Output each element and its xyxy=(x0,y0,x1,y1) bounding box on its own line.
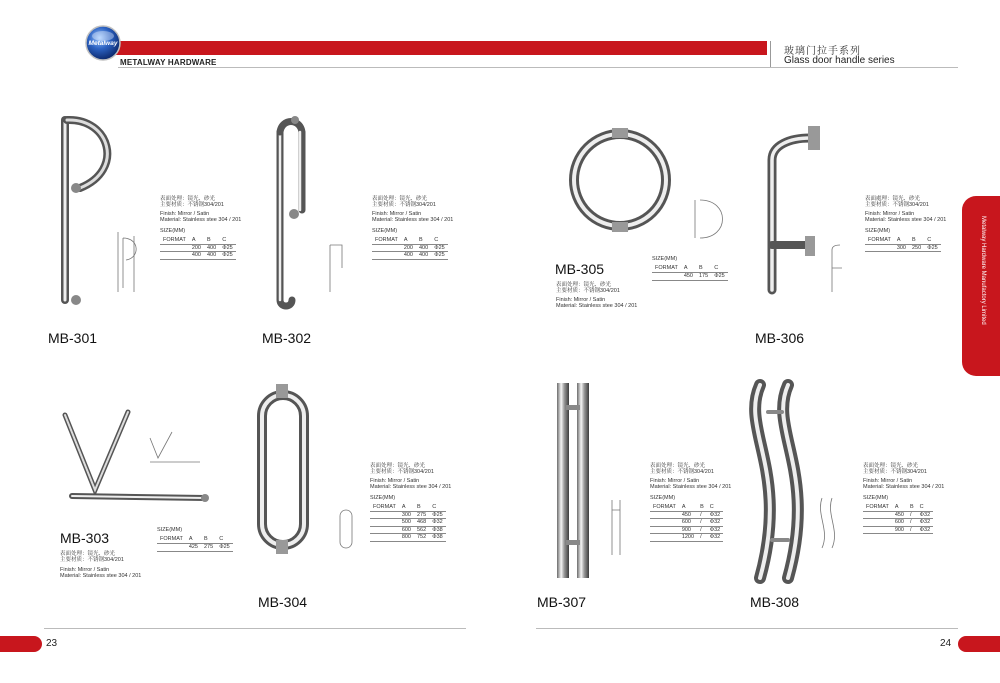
header-title-en: Glass door handle series xyxy=(784,55,895,66)
page-number-left: 23 xyxy=(46,638,58,649)
mb301-handle xyxy=(65,120,107,305)
spec-table: FORMAT A B C 425 275 Φ25 xyxy=(157,536,233,551)
spec-cn2: 主要材质：不锈钢304/201 xyxy=(370,469,434,476)
model-mb305: MB-305 xyxy=(555,261,605,277)
spec-mb308 xyxy=(863,463,944,534)
spec-cn2: 主要材质：不锈钢304/201 xyxy=(863,469,927,476)
brand-name: METALWAY HARDWARE xyxy=(120,58,217,67)
spec-size: SIZE(MM) xyxy=(157,527,183,533)
spec-material: Material: Stainless stee 304 / 201 xyxy=(863,484,945,491)
mb304-diagram xyxy=(340,510,352,548)
spec-finish: Finish: Mirror / Satin xyxy=(370,477,420,484)
spec-mb302 xyxy=(372,196,453,260)
page-number-right: 24 xyxy=(940,638,952,649)
mb303-diagram xyxy=(150,432,200,462)
spec-material: Material: Stainless stee 304 / 201 xyxy=(650,484,732,491)
spec-finish: Finish: Mirror / Satin xyxy=(556,296,606,303)
spec-finish: Finish: Mirror / Satin xyxy=(863,477,913,484)
footer-tab-right xyxy=(958,636,1000,652)
mb307-handle xyxy=(557,383,589,578)
model-mb303: MB-303 xyxy=(60,530,110,546)
model-mb301: MB-301 xyxy=(48,330,98,346)
spec-mb305-text xyxy=(556,282,637,310)
spec-cn2: 主要材质：不锈钢304/201 xyxy=(160,202,224,209)
spec-table: FORMAT A B C 200 400 Φ25 400 400 Φ25 xyxy=(372,237,448,260)
spec-cn1: 表面處理：镜光、砂光 xyxy=(865,196,921,202)
spec-mb301 xyxy=(160,196,241,260)
spec-table: FORMAT A B C 450 175 Φ25 xyxy=(652,265,728,280)
spec-size: SIZE(MM) xyxy=(370,494,396,501)
spec-cn1: 表面处理：镜光、砂光 xyxy=(160,196,216,202)
spec-table: FORMAT A B C 300 275 Φ25 500 468 Φ32 600 562 Φ38 800 752 Φ38 xyxy=(370,504,446,542)
model-mb304: MB-304 xyxy=(258,594,308,610)
header-title-cn: 玻璃门拉手系列 xyxy=(784,46,861,57)
spec-cn1: 表面处理：镜光、砂光 xyxy=(650,463,706,469)
mb302-handle xyxy=(280,116,302,306)
mb306-handle xyxy=(772,126,820,290)
spec-table: FORMAT A B C 450 / Φ32 600 / Φ32 900 / Φ32 xyxy=(863,504,933,534)
mb307-diagram xyxy=(612,500,620,555)
spec-size: SIZE(MM) xyxy=(372,227,398,234)
mb308-handle xyxy=(755,385,798,578)
spec-cn1: 表面处理：镜光、砂光 xyxy=(863,463,919,469)
spec-table: FORMAT A B C 300 250 Φ25 xyxy=(865,237,941,252)
spec-table: FORMAT A B C 200 400 Φ25 400 400 Φ25 xyxy=(160,237,236,260)
spec-size: SIZE(MM) xyxy=(652,256,678,262)
mb302-diagram xyxy=(330,245,342,292)
spec-table: FORMAT A B C 450 / Φ32 600 / Φ32 900 / Φ32 1200 / Φ32 xyxy=(650,504,723,542)
footer-line-left xyxy=(44,628,466,629)
spec-mb303-table xyxy=(157,527,233,552)
spec-size: SIZE(MM) xyxy=(650,494,676,501)
spec-size: SIZE(MM) xyxy=(863,494,889,501)
footer-line-right xyxy=(536,628,958,629)
spec-cn2: 主要材质：不锈钢304/201 xyxy=(650,469,714,476)
spec-cn1: 表面处理：镜光、砂光 xyxy=(370,463,426,469)
mb305-handle xyxy=(574,128,666,232)
mb301-diagram xyxy=(118,232,136,292)
mb304-handle xyxy=(262,384,304,554)
model-mb307: MB-307 xyxy=(537,594,587,610)
mb305-diagram xyxy=(695,200,723,238)
side-tab-text: Metalway Hardware Manufactory Limited xyxy=(980,216,986,325)
footer-tab-left xyxy=(0,636,42,652)
spec-finish: Finish: Mirror / Satin xyxy=(650,477,700,484)
brand-logo-text: Metalway xyxy=(88,40,118,47)
spec-mb303-text xyxy=(60,551,141,580)
spec-finish: Finish: Mirror / Satin xyxy=(372,210,422,217)
spec-mb305-table xyxy=(652,256,728,281)
spec-mb307 xyxy=(650,463,731,542)
spec-cn1: 表面处理：镜光、砂光 xyxy=(556,282,612,288)
spec-finish: Finish: Mirror / Satin xyxy=(60,566,110,573)
mb306-diagram xyxy=(832,245,842,292)
spec-cn1: 表面处理：镜光、砂光 xyxy=(60,551,116,557)
spec-cn1: 表面处理：镜光、砂光 xyxy=(372,196,428,202)
spec-material: Material: Stainless stee 304 / 201 xyxy=(370,484,452,491)
spec-cn2: 主要材质：不锈钢304/201 xyxy=(372,202,436,209)
spec-finish: Finish: Mirror / Satin xyxy=(160,210,210,217)
spec-material: Material: Stainless stee 304 / 201 xyxy=(60,573,142,580)
model-mb306: MB-306 xyxy=(755,330,805,346)
spec-cn2: 主要材质：不锈钢304/201 xyxy=(556,288,620,295)
spec-cn2: 主要材质：不锈钢304/201 xyxy=(865,202,929,209)
mb308-diagram xyxy=(820,498,834,548)
spec-material: Material: Stainless stee 304 / 201 xyxy=(556,303,638,310)
mb303-handle xyxy=(65,412,209,502)
model-mb308: MB-308 xyxy=(750,594,800,610)
spec-size: SIZE(MM) xyxy=(160,227,186,234)
spec-cn2: 主要材质：不锈钢304/201 xyxy=(60,557,124,564)
spec-finish: Finish: Mirror / Satin xyxy=(865,210,915,217)
spec-material: Material: Stainless stee 304 / 201 xyxy=(372,217,454,224)
model-mb302: MB-302 xyxy=(262,330,312,346)
spec-mb304 xyxy=(370,463,451,542)
spec-mb306 xyxy=(865,196,946,252)
spec-size: SIZE(MM) xyxy=(865,227,891,234)
spec-material: Material: Stainless stee 304 / 201 xyxy=(160,217,242,224)
spec-material: Material: Stainless stee 304 / 201 xyxy=(865,217,947,224)
